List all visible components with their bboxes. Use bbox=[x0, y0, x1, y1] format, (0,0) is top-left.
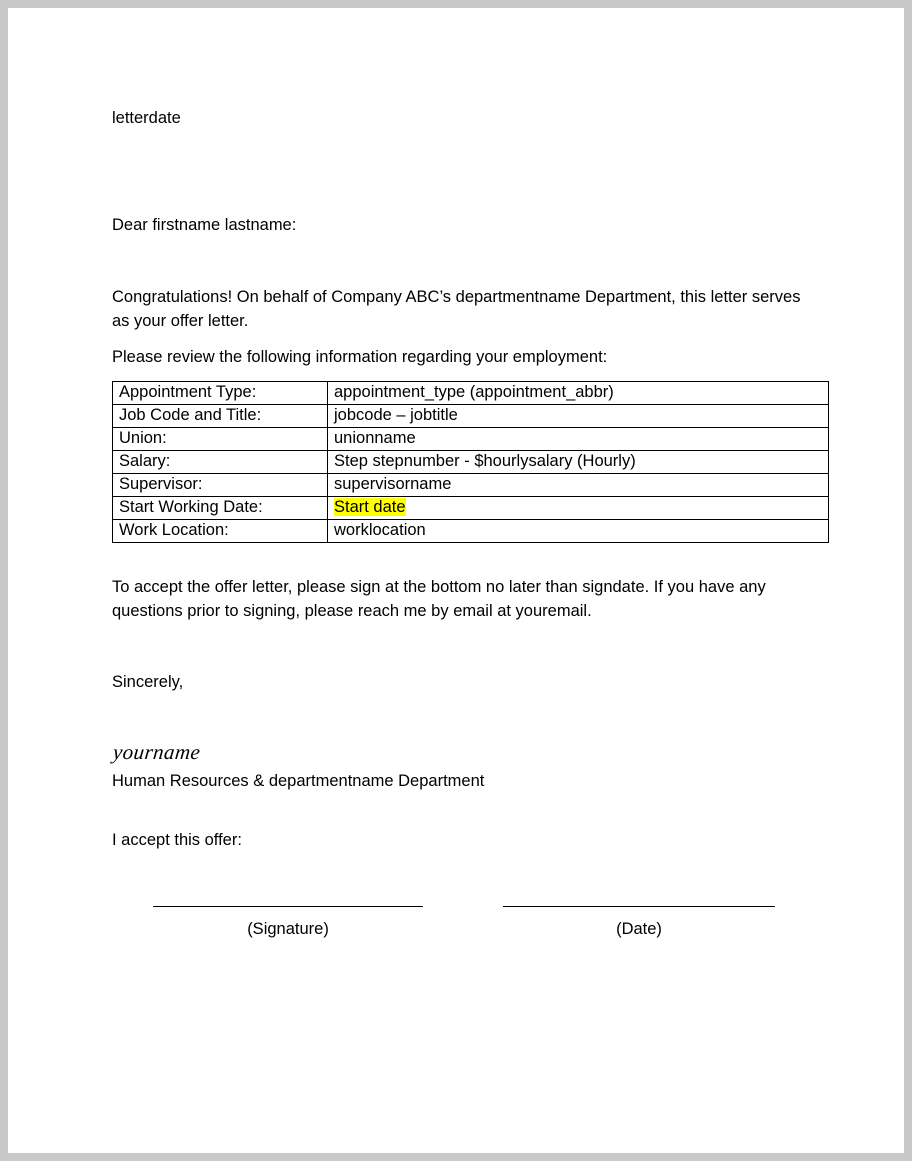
letter-date: letterdate bbox=[112, 109, 181, 127]
date-caption: (Date) bbox=[616, 920, 662, 938]
closing-salutation: Sincerely, bbox=[112, 673, 184, 691]
row-value bbox=[328, 497, 829, 520]
row-label: Appointment Type: bbox=[113, 382, 328, 405]
table-row bbox=[113, 428, 829, 451]
table-row bbox=[113, 497, 829, 520]
review-instruction: Please review the following information regarding your employment: bbox=[112, 348, 608, 366]
signature-title: Human Resources & departmentname Department bbox=[112, 772, 485, 790]
accept-offer-label: I accept this offer: bbox=[112, 831, 242, 849]
row-value: unionname bbox=[328, 428, 829, 451]
row-label: Work Location: bbox=[113, 520, 328, 543]
start-date-highlight: Start date bbox=[334, 498, 406, 517]
table-row bbox=[113, 405, 829, 428]
date-line[interactable] bbox=[503, 906, 775, 907]
table-row bbox=[113, 451, 829, 474]
row-value: Step stepnumber - $hourlysalary (Hourly) bbox=[328, 451, 829, 474]
row-value: jobcode – jobtitle bbox=[328, 405, 829, 428]
salutation: Dear firstname lastname: bbox=[112, 216, 297, 234]
row-label: Job Code and Title: bbox=[113, 405, 328, 428]
signature-caption: (Signature) bbox=[247, 920, 329, 938]
row-label: Salary: bbox=[113, 451, 328, 474]
row-value: appointment_type (appointment_abbr) bbox=[328, 382, 829, 405]
row-label: Start Working Date: bbox=[113, 497, 328, 520]
employment-details-table bbox=[112, 381, 829, 543]
row-label: Supervisor: bbox=[113, 474, 328, 497]
table-row bbox=[113, 520, 829, 543]
employment-details-body bbox=[113, 382, 829, 543]
acceptance-instruction: To accept the offer letter, please sign at the bottom no later than signdate. If you have any questions prior to signing, please reach me by email at youremail. bbox=[112, 578, 766, 620]
row-value: worklocation bbox=[328, 520, 829, 543]
row-value: supervisorname bbox=[328, 474, 829, 497]
signature-script-name: yourname bbox=[111, 740, 202, 764]
row-label: Union: bbox=[113, 428, 328, 451]
signature-area bbox=[112, 906, 814, 966]
document-page bbox=[8, 8, 904, 1153]
congratulations-paragraph: Congratulations! On behalf of Company ABC’s departmentname Department, this letter serves as your offer letter. bbox=[112, 288, 801, 330]
signature-line[interactable] bbox=[153, 906, 423, 907]
table-row bbox=[113, 382, 829, 405]
table-row bbox=[113, 474, 829, 497]
